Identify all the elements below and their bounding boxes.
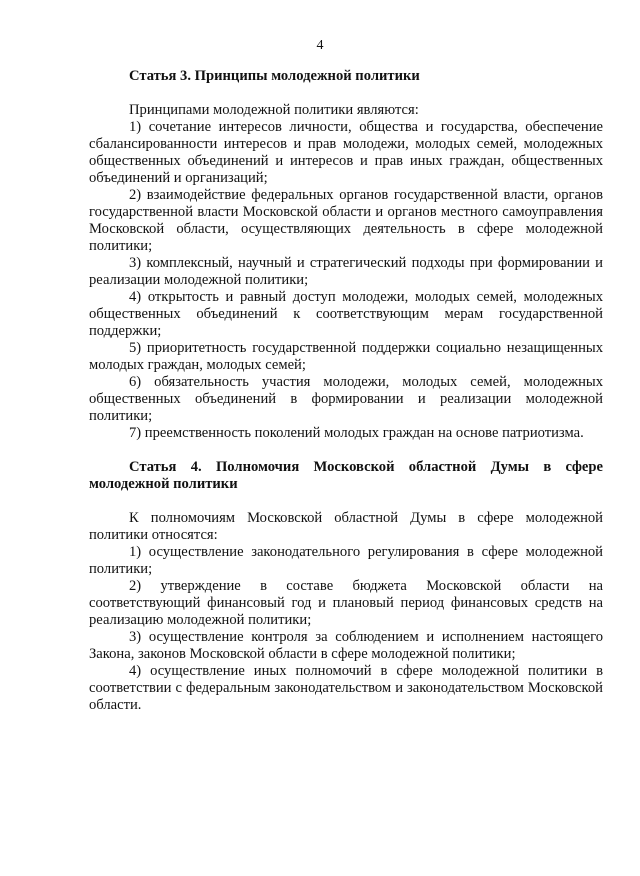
article-4-item-1: 1) осуществление законодательного регулирования в сфере молодежной политики;: [89, 544, 603, 577]
article-4-intro: К полномочиям Московской областной Думы в сфере молодежной политики относятся:: [89, 510, 603, 543]
article-4-item-3: 3) осуществление контроля за соблюдением и исполнением настоящего Закона, законов Московской области в сфере молодежной политики;: [89, 629, 603, 662]
article-3-intro: Принципами молодежной политики являются:: [129, 102, 419, 118]
article-3-item-5: 5) приоритетность государственной поддержки социально незащищенных молодых граждан, молодых семей;: [89, 340, 603, 373]
article-3-title: Статья 3. Принципы молодежной политики: [129, 68, 420, 84]
article-4-item-2: 2) утверждение в составе бюджета Московской области на соответствующий финансовый год и плановый период финансовых средств на реализацию молодежной политики;: [89, 578, 603, 628]
article-4-item-4: 4) осуществление иных полномочий в сфере молодежной политики в соответствии с федеральным законодательством и законодательством Московской области.: [89, 663, 603, 713]
article-3-item-3: 3) комплексный, научный и стратегический подходы при формировании и реализации молодежной политики;: [89, 255, 603, 288]
page-number: 4: [316, 38, 324, 53]
article-3-item-7: 7) преемственность поколений молодых граждан на основе патриотизма.: [129, 425, 584, 441]
document-body: [89, 68, 603, 714]
article-3-item-2: 2) взаимодействие федеральных органов государственной власти, органов государственной власти Московской области и органов местного самоуправления Московской области, осуществляющих деятельность в сфере молодежной политики;: [89, 187, 603, 254]
article-3-item-4: 4) открытость и равный доступ молодежи, молодых семей, молодежных общественных объединений к соответствующим мерам государственной поддержки;: [89, 289, 603, 339]
article-3-item-1: 1) сочетание интересов личности, общества и государства, обеспечение сбалансированности интересов и прав молодежи, молодых семей, молодежных общественных объединений и интересов и прав иных граждан, общественных объединений и организаций;: [89, 119, 603, 186]
article-3-item-6: 6) обязательность участия молодежи, молодых семей, молодежных общественных объединений в формировании и реализации молодежной политики;: [89, 374, 603, 424]
article-4-title: Статья 4. Полномочия Московской областной Думы в сфере молодежной политики: [89, 459, 603, 492]
